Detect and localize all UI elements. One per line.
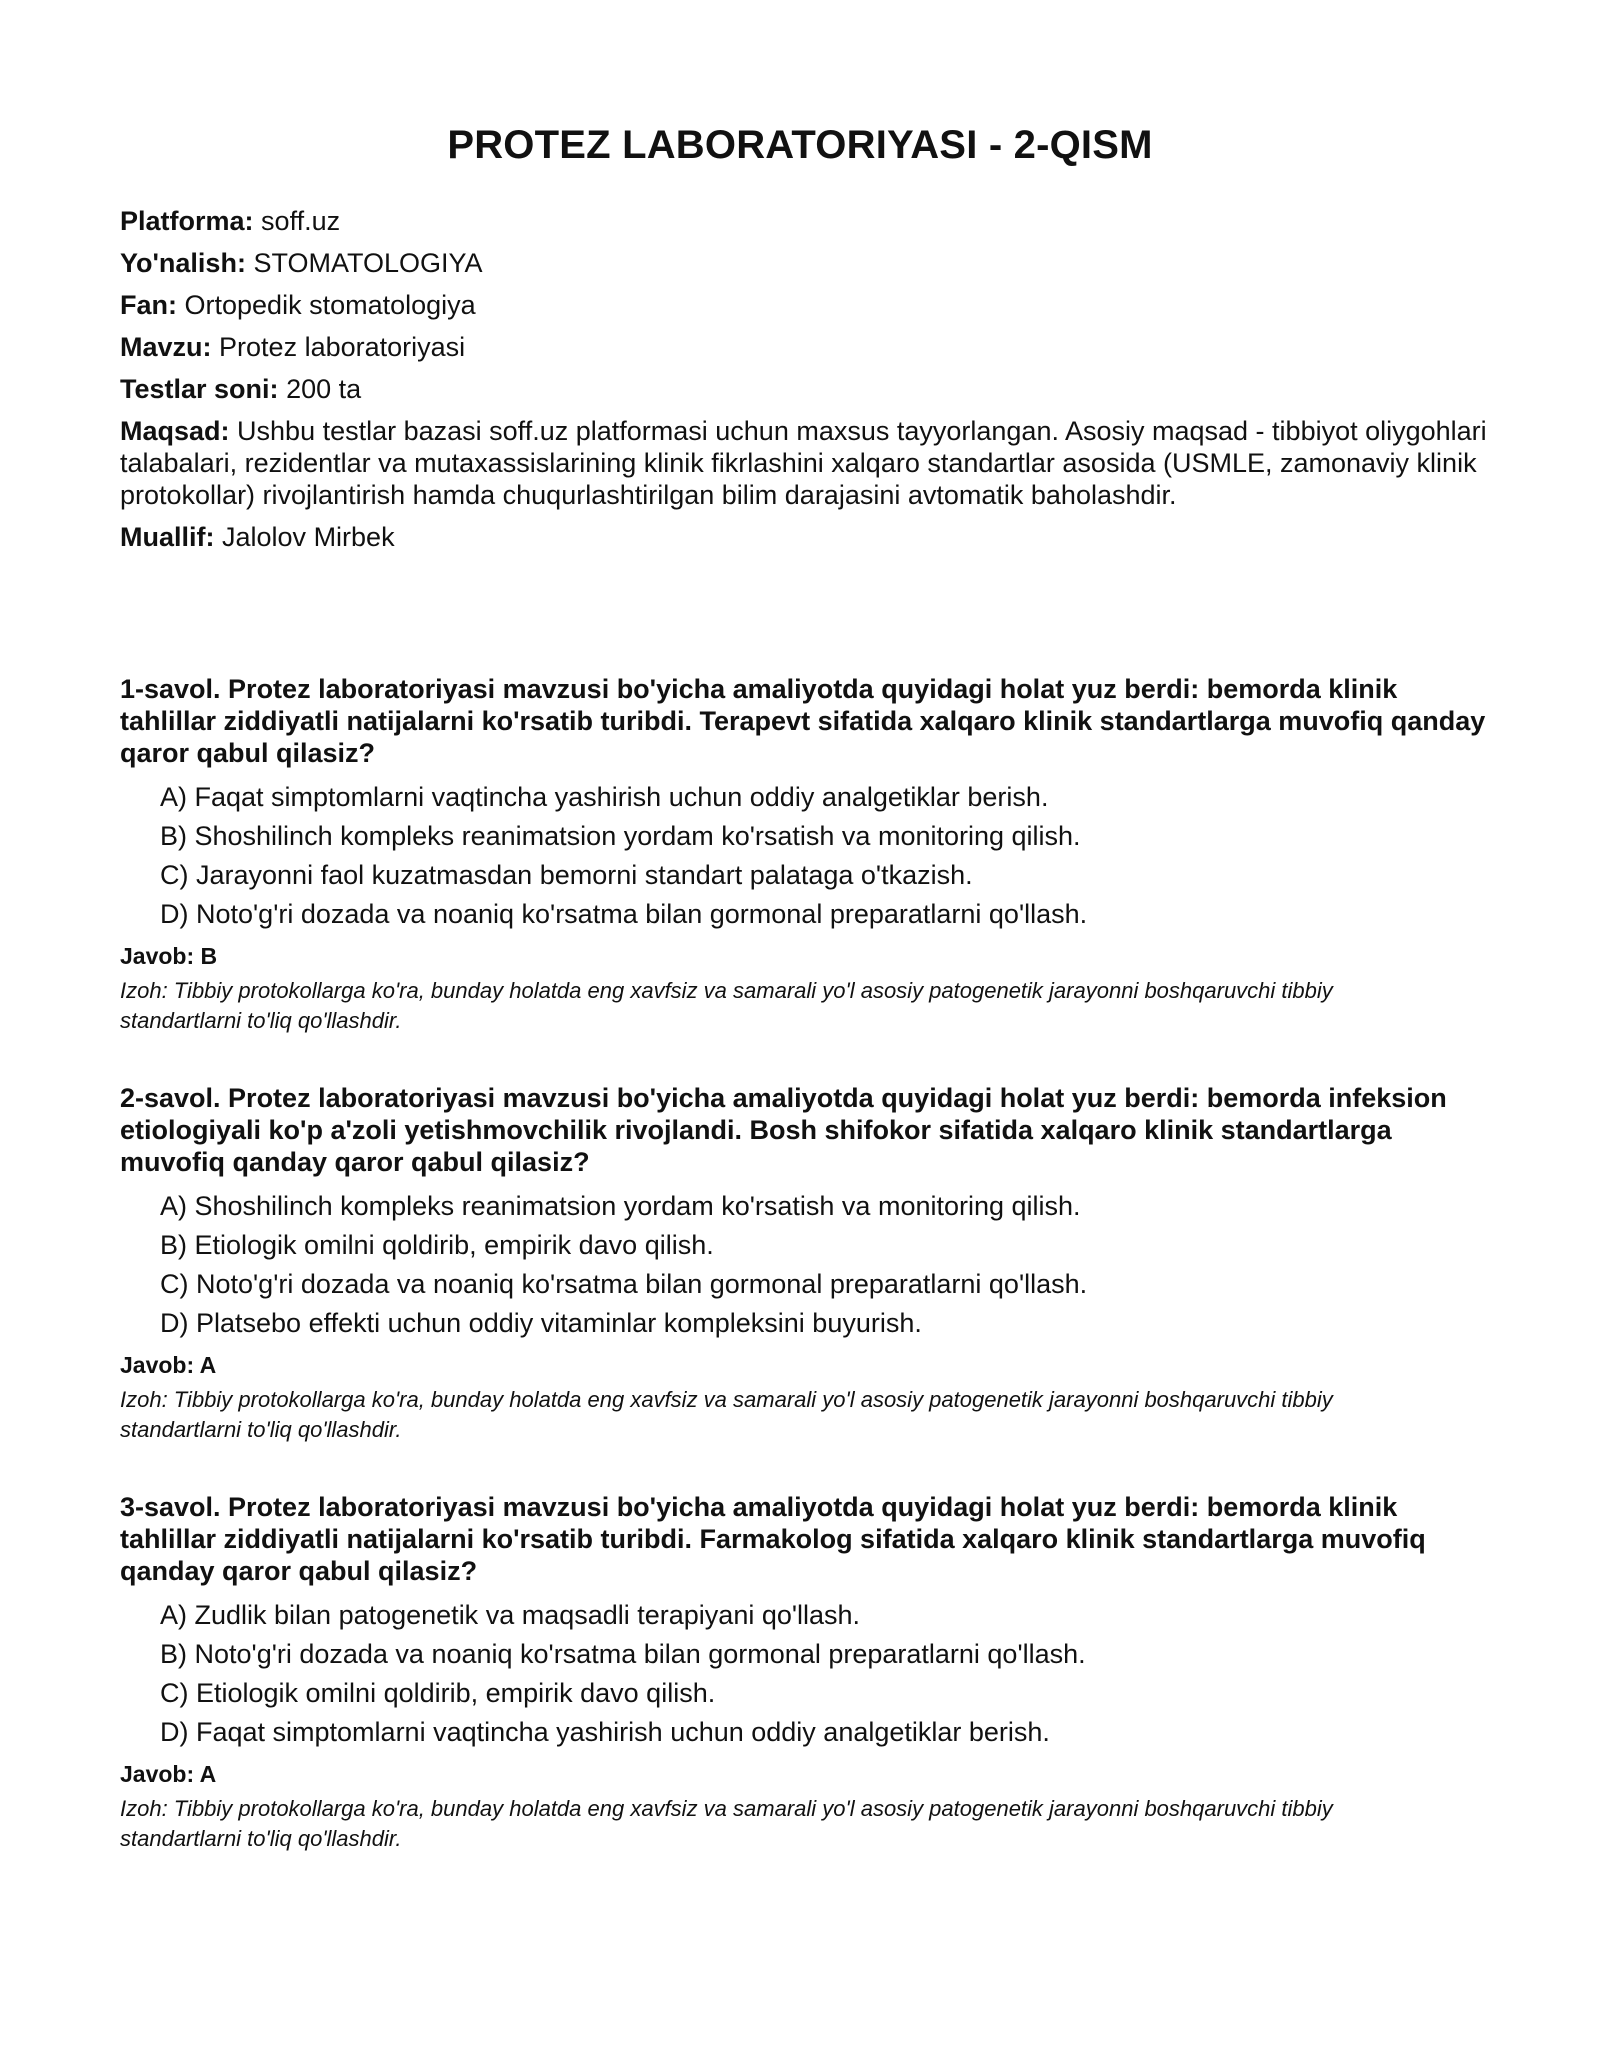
meta-value: Ushbu testlar bazasi soff.uz platformasi uchun maxsus tayyorlangan. Asosiy maqsad - tibbiyot oliygohlari talabalari, rezidentlar va mutaxassislarining klinik fikrlashini xalqaro standartlar asosida (USMLE, zamonaviy klinik protokollar) rivojlantirish hamda chuqurlashtirilgan bilim darajasini avtomatik baholashdir. [120, 416, 1487, 510]
meta-subject [120, 289, 1490, 321]
question-text: 1-savol. Protez laboratoriyasi mavzusi bo'yicha amaliyotda quyidagi holat yuz berdi: bemorda klinik tahlillar ziddiyatli natijalarni ko'rsatib turibdi. Terapevt sifatida xalqaro klinik standartlarga muvofiq qanday qaror qabul qilasiz? [120, 674, 1486, 768]
option-b: B) Shoshilinch kompleks reanimatsion yordam ko'rsatish va monitoring qilish. [160, 821, 1081, 851]
option-a: A) Shoshilinch kompleks reanimatsion yordam ko'rsatish va monitoring qilish. [160, 1191, 1081, 1221]
meta-value: Protez laboratoriyasi [219, 332, 466, 362]
option-c: C) Jarayonni faol kuzatmasdan bemorni standart palataga o'tkazish. [160, 860, 973, 890]
explanation-note: Izoh: Tibbiy protokollarga ko'ra, bunday holatda eng xavfsiz va samarali yo'l asosiy patogenetik jarayonni boshqaruvchi tibbiy standartlarni to'liq qo'llashdir. [120, 978, 1333, 1033]
question-1 [120, 673, 1490, 1036]
meta-topic [120, 331, 1490, 363]
option-c: C) Etiologik omilni qoldirib, empirik davo qilish. [160, 1678, 716, 1708]
question-2 [120, 1082, 1490, 1445]
explanation-note: Izoh: Tibbiy protokollarga ko'ra, bunday holatda eng xavfsiz va samarali yo'l asosiy patogenetik jarayonni boshqaruvchi tibbiy standartlarni to'liq qo'llashdir. [120, 1796, 1333, 1851]
meta-value: STOMATOLOGIYA [253, 248, 483, 278]
meta-key: Testlar soni: [120, 374, 279, 404]
option-d: D) Platsebo effekti uchun oddiy vitaminlar kompleksini buyurish. [160, 1308, 922, 1338]
meta-author [120, 521, 1490, 553]
option-a: A) Zudlik bilan patogenetik va maqsadli terapiyani qo'llash. [160, 1600, 861, 1630]
answer-label: Javob: A [120, 1352, 217, 1378]
option-d: D) Noto'g'ri dozada va noaniq ko'rsatma bilan gormonal preparatlarni qo'llash. [160, 899, 1088, 929]
document-title: PROTEZ LABORATORIYASI - 2-QISM [447, 123, 1153, 167]
meta-platform [120, 205, 1490, 237]
option-a: A) Faqat simptomlarni vaqtincha yashirish uchun oddiy analgetiklar berish. [160, 782, 1049, 812]
question-text: 3-savol. Protez laboratoriyasi mavzusi bo'yicha amaliyotda quyidagi holat yuz berdi: bemorda klinik tahlillar ziddiyatli natijalarni ko'rsatib turibdi. Farmakolog sifatida xalqaro klinik standartlarga muvofiq qanday qaror qabul qilasiz? [120, 1492, 1426, 1586]
meta-key: Maqsad: [120, 416, 230, 446]
meta-key: Yo'nalish: [120, 248, 246, 278]
meta-key: Muallif: [120, 522, 215, 552]
option-b: B) Noto'g'ri dozada va noaniq ko'rsatma bilan gormonal preparatlarni qo'llash. [160, 1639, 1086, 1669]
meta-key: Platforma: [120, 206, 254, 236]
answer-label: Javob: A [120, 1761, 217, 1787]
meta-value: 200 ta [286, 374, 362, 404]
meta-test-count [120, 373, 1490, 405]
answer-label: Javob: B [120, 943, 218, 969]
meta-key: Fan: [120, 290, 177, 320]
question-3 [120, 1491, 1490, 1854]
question-text: 2-savol. Protez laboratoriyasi mavzusi bo'yicha amaliyotda quyidagi holat yuz berdi: bemorda infeksion etiologiyali ko'p a'zoli yetishmovchilik rivojlandi. Bosh shifokor sifatida xalqaro klinik standartlarga muvofiq qanday qaror qabul qilasiz? [120, 1083, 1447, 1177]
option-d: D) Faqat simptomlarni vaqtincha yashirish uchun oddiy analgetiklar berish. [160, 1717, 1050, 1747]
metadata-block [120, 205, 1490, 563]
meta-direction [120, 247, 1490, 279]
explanation-note: Izoh: Tibbiy protokollarga ko'ra, bunday holatda eng xavfsiz va samarali yo'l asosiy patogenetik jarayonni boshqaruvchi tibbiy standartlarni to'liq qo'llashdir. [120, 1387, 1333, 1442]
meta-value: Jalolov Mirbek [222, 522, 395, 552]
option-b: B) Etiologik omilni qoldirib, empirik davo qilish. [160, 1230, 714, 1260]
meta-value: Ortopedik stomatologiya [184, 290, 476, 320]
meta-purpose [120, 415, 1490, 511]
meta-key: Mavzu: [120, 332, 212, 362]
option-c: C) Noto'g'ri dozada va noaniq ko'rsatma bilan gormonal preparatlarni qo'llash. [160, 1269, 1088, 1299]
meta-value: soff.uz [261, 206, 341, 236]
